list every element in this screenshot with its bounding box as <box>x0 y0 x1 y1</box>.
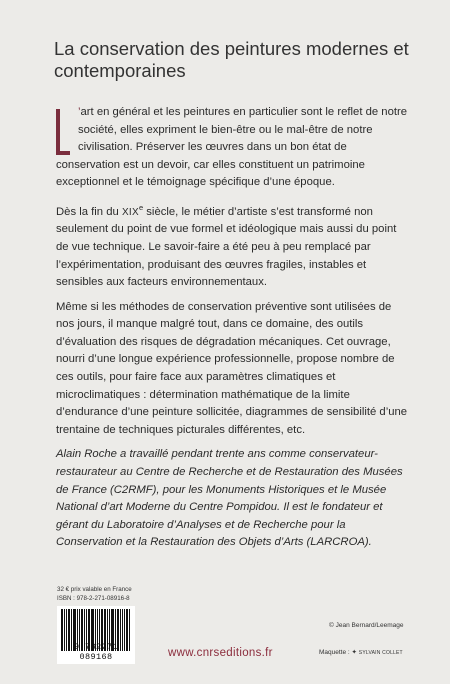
photo-credit: © Jean Bernard/Leemage <box>329 622 404 629</box>
century-numeral: XIX <box>121 206 139 218</box>
paragraph-history <box>56 199 410 292</box>
layout-brand: SYLVAIN COLLET <box>358 650 403 656</box>
book-title: La conservation des peintures modernes et contemporaines <box>54 38 409 81</box>
century-superscript: e <box>138 202 144 212</box>
layout-label: Maquette : <box>319 649 350 656</box>
paragraph-intro <box>56 104 410 192</box>
paragraph-history-start: Dès la fin du <box>56 205 122 218</box>
barcode-number: 9 782271 089168 <box>73 642 118 662</box>
dropcap-apostrophe: ’ <box>78 106 81 118</box>
paragraph-intro-text: art en général et les peintures en particulier sont le reflet de notre société, elles expriment le bien-être ou le mal-être de notre civilisation. Préserver les œuvres dans un bon état de conservation est un devoir, car elles constituent un patrimoine exceptionnel et le témoignage spécifique d’une époque. <box>56 106 408 189</box>
publisher-url[interactable]: www.cnrseditions.fr <box>168 647 273 659</box>
price-text: 32 € prix valable en France <box>57 586 132 593</box>
paragraph-tools: Même si les méthodes de conservation préventive sont utilisées de nos jours, il manque malgré tout, dans ce domaine, des outils d’évaluation des risques de dégradation mécaniques. Cet ouvrage, nourri d’une longue expérience professionnelle, propose nombre de ces outils, pour faire face aux paramètres climatiques et microclimatiques : détermination mathématique de la limite d’endurance d’une peinture sollicitée, diagrammes de sensibilité d’une trentaine de techniques picturales différentes, etc. <box>56 300 408 436</box>
back-cover-text <box>56 104 410 559</box>
dropcap-l <box>56 109 72 155</box>
isbn-text: ISBN : 978-2-271-08916-8 <box>57 594 130 602</box>
sylvain-collet-logo-icon: ✦ <box>351 649 357 656</box>
author-bio: Alain Roche a travaillé pendant trente ans comme conservateur-restaurateur au Centre de Recherche et de Restauration des Musées de France (C2RMF), pour les Monuments Historiques et le Musée National d’art Moderne du Centre Pompidou. Il est le fondateur et gérant du Laboratoire d’Analyses et de Recherche pour la Conservation et la Restauration des Objets d’Arts (LARCROA). <box>56 448 403 549</box>
layout-credit <box>319 648 403 656</box>
price-isbn-block <box>57 586 132 603</box>
barcode <box>57 606 135 664</box>
paragraph-history-rest: siècle, le métier d’artiste s’est transformé non seulement du point de vue formel et idéologique mais aussi du point de vue technique. Le savoir-faire a été peu à peu remplacé par l’expérimentation, produisant des œuvres fragiles, instables et sensibles aux facteurs environnementaux. <box>56 205 397 289</box>
